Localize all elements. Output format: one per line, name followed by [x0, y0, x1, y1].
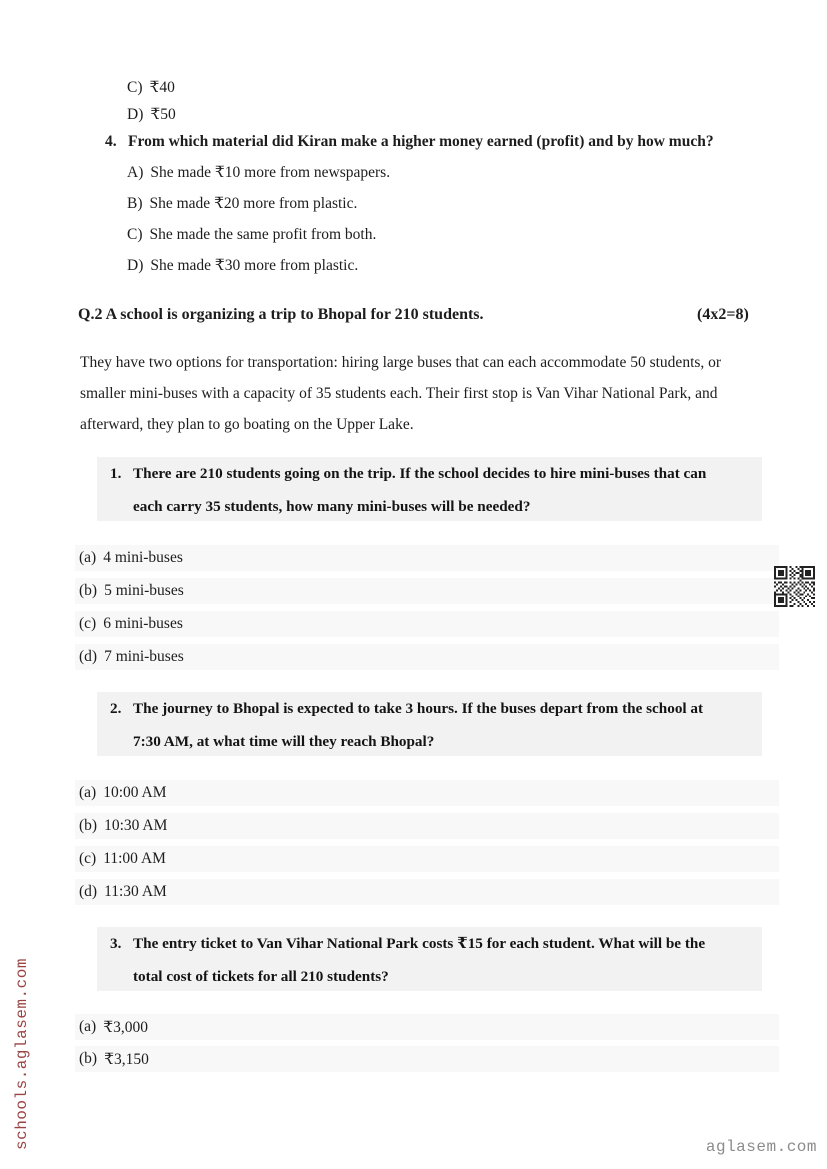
watermark-footer: aglasem.com: [705, 1138, 817, 1156]
option-text: She made ₹30 more from plastic.: [150, 257, 359, 274]
option-row: [75, 1014, 779, 1040]
option-row: [75, 780, 779, 806]
option-label: (b): [79, 817, 98, 834]
option-text: ₹3,000: [103, 1018, 148, 1036]
option-row: [127, 257, 358, 274]
option-text: 7 mini-buses: [104, 648, 184, 665]
subquestion-line1: There are 210 students going on the trip. If the school decides to hire mini-buses that can: [133, 465, 707, 482]
subquestion-line2: 7:30 AM, at what time will they reach Bhopal?: [133, 733, 435, 750]
option-text: 4 mini-buses: [103, 549, 183, 566]
subquestion-number: 2.: [110, 700, 122, 717]
option-text: ₹40: [149, 79, 175, 96]
subquestion-line1: The journey to Bhopal is expected to take 3 hours. If the buses depart from the school at: [133, 700, 704, 717]
subquestion-number: 3.: [110, 935, 122, 952]
option-label: (a): [79, 784, 97, 801]
option-row: [127, 164, 390, 181]
question-text: From which material did Kiran make a higher money earned (profit) and by how much?: [128, 133, 714, 150]
option-label: (b): [79, 1050, 98, 1067]
subquestion-line2: total cost of tickets for all 210 students?: [133, 968, 389, 985]
option-label: (a): [79, 1018, 97, 1035]
option-label: B): [127, 195, 143, 212]
subquestion-box: [97, 457, 762, 521]
option-text: She made ₹20 more from plastic.: [149, 195, 358, 212]
option-text: 11:30 AM: [104, 883, 167, 900]
option-label: D): [127, 106, 144, 123]
option-label: (d): [79, 648, 98, 665]
option-row: [75, 1046, 779, 1072]
subquestion-number: 1.: [110, 465, 122, 482]
question-heading: Q.2 A school is organizing a trip to Bhopal for 210 students.: [78, 306, 484, 323]
option-row: [127, 79, 175, 96]
qr-code-icon: [773, 566, 816, 607]
option-label: (c): [79, 850, 97, 867]
option-label: (a): [79, 549, 97, 566]
option-text: ₹50: [150, 106, 176, 123]
marks-badge: (4x2=8): [697, 306, 749, 323]
intro-paragraph-line: They have two options for transportation: hiring large buses that can each accommodate 50 students, or: [80, 354, 722, 371]
option-row: [75, 644, 779, 670]
option-row: [75, 846, 779, 872]
option-row: [127, 226, 376, 243]
option-text: ₹3,150: [104, 1050, 149, 1068]
subquestion-line2: each carry 35 students, how many mini-buses will be needed?: [133, 498, 531, 515]
option-row: [127, 106, 176, 123]
option-row: [75, 545, 779, 571]
option-text: 6 mini-buses: [103, 615, 183, 632]
option-label: A): [127, 164, 144, 181]
option-label: (c): [79, 615, 97, 632]
option-row: [127, 195, 357, 212]
option-text: 5 mini-buses: [104, 582, 184, 599]
option-label: D): [127, 257, 144, 274]
option-text: She made ₹10 more from newspapers.: [150, 164, 391, 181]
option-label: C): [127, 226, 143, 243]
option-text: She made the same profit from both.: [149, 226, 377, 243]
subquestion-line1: The entry ticket to Van Vihar National Park costs ₹15 for each student. What will be the: [133, 935, 706, 952]
option-label: (b): [79, 582, 98, 599]
question-number: 4.: [105, 133, 117, 150]
option-row: [75, 879, 779, 905]
option-label: (d): [79, 883, 98, 900]
watermark-side: schools.aglasem.com: [13, 958, 31, 1150]
option-row: [75, 611, 779, 637]
option-text: 11:00 AM: [103, 850, 166, 867]
intro-paragraph-line: smaller mini-buses with a capacity of 35 students each. Their first stop is Van Vihar National Park, and: [80, 385, 718, 402]
option-label: C): [127, 79, 143, 96]
option-text: 10:30 AM: [104, 817, 168, 834]
subquestion-box: [97, 692, 762, 756]
intro-paragraph-line: afterward, they plan to go boating on the Upper Lake.: [80, 416, 414, 433]
option-row: [75, 578, 779, 604]
subquestion-box: [97, 927, 762, 991]
option-row: [75, 813, 779, 839]
option-text: 10:00 AM: [103, 784, 167, 801]
